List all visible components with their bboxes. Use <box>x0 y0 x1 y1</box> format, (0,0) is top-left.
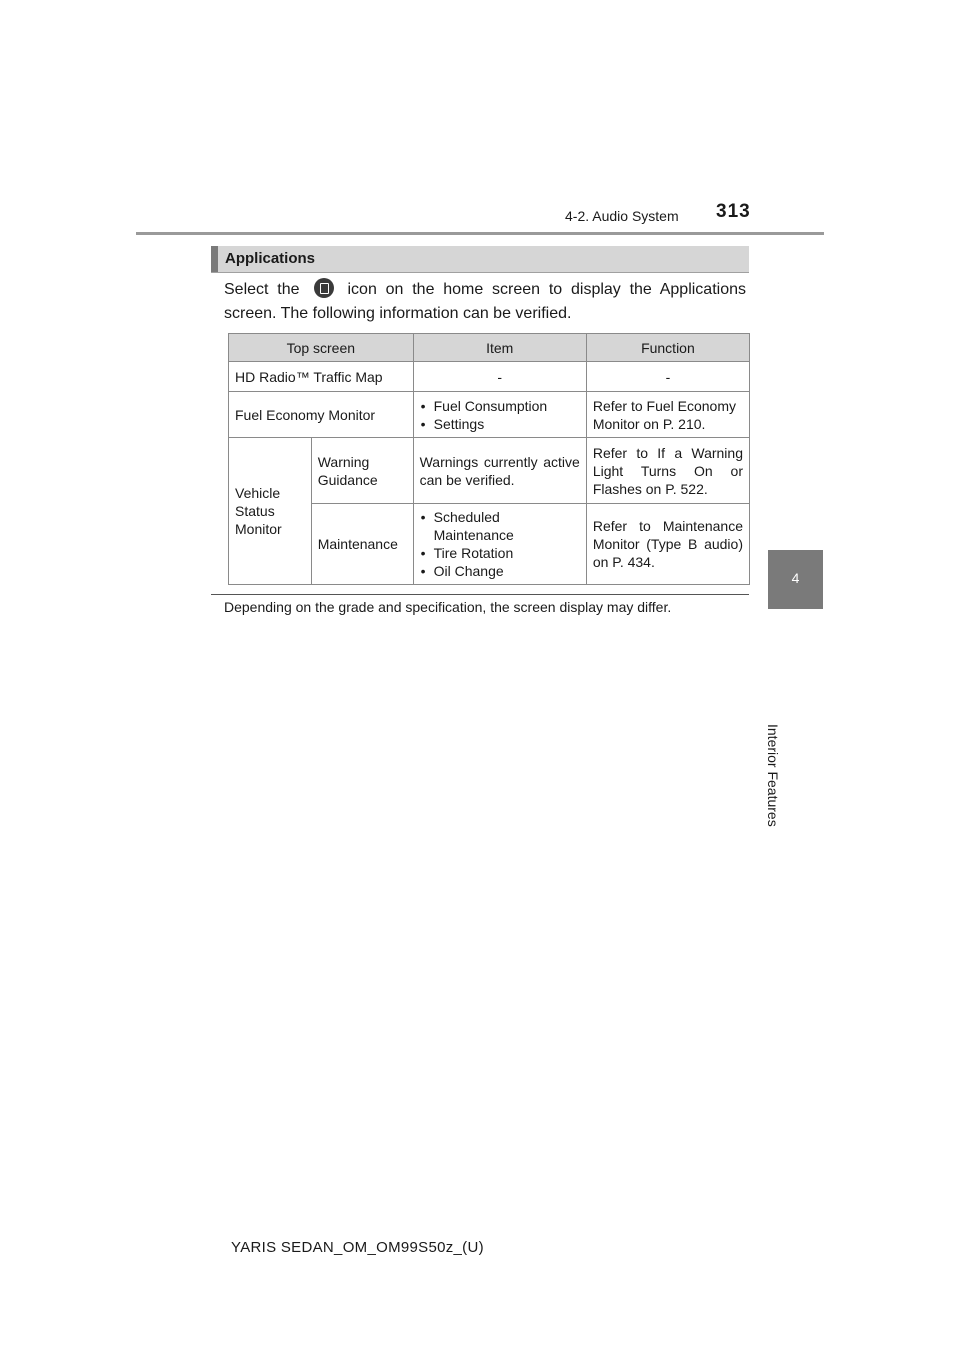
header-function: Function <box>586 334 749 362</box>
cell-function: Refer to Fuel Economy Monitor on P. 210. <box>586 392 749 438</box>
applications-icon <box>314 278 334 298</box>
chapter-number: 4 <box>791 570 800 586</box>
cell-function: Refer to If a Warning Light Turns On or Flashes on P. 522. <box>586 438 749 504</box>
table-row <box>229 392 750 438</box>
header-item: Item <box>413 334 586 362</box>
list-item: • Tire Rotation <box>420 544 580 562</box>
note-rule <box>211 594 749 595</box>
list-item: • Oil Change <box>420 562 580 580</box>
header-top-screen: Top screen <box>229 334 414 362</box>
cell-item <box>413 392 586 438</box>
table-header-row <box>229 334 750 362</box>
section-heading-bar <box>211 246 749 273</box>
table-row <box>229 438 750 504</box>
section-heading: Applications <box>225 250 316 267</box>
cell-top-screen: Vehicle Status Monitor <box>229 438 312 585</box>
cell-item-list <box>413 504 586 585</box>
header-rule <box>136 232 824 235</box>
table-row <box>229 362 750 392</box>
document-footer: YARIS SEDAN_OM_OM99S50z_(U) <box>231 1239 484 1256</box>
cell-item: Maintenance <box>311 504 413 585</box>
cell-top-screen: Fuel Economy Monitor <box>229 392 414 438</box>
note-text: Depending on the grade and specification, the screen display may differ. <box>224 599 672 615</box>
cell-item: - <box>413 362 586 392</box>
applications-table <box>228 333 750 585</box>
list-item: • Fuel Consumption <box>420 397 580 415</box>
intro-text-end: icon on the home screen to display the Applications screen. The following information can be verified. <box>224 281 747 322</box>
cell-item: Warning Guidance <box>311 438 413 504</box>
list-item: • Settings <box>420 415 580 433</box>
intro-text-start: Select the <box>224 281 300 298</box>
cell-item-description: Warnings currently active can be verified. <box>413 438 586 504</box>
cell-top-screen: HD Radio™ Traffic Map <box>229 362 414 392</box>
heading-accent <box>211 246 218 272</box>
cell-function: - <box>586 362 749 392</box>
section-title: 4-2. Audio System <box>565 208 679 224</box>
cell-function: Refer to Maintenance Monitor (Type B audio) on P. 434. <box>586 504 749 585</box>
intro-paragraph <box>224 278 746 326</box>
list-item: • Scheduled Maintenance <box>420 508 580 544</box>
chapter-label: Interior Features <box>765 724 781 827</box>
page-number: 313 <box>716 201 751 222</box>
